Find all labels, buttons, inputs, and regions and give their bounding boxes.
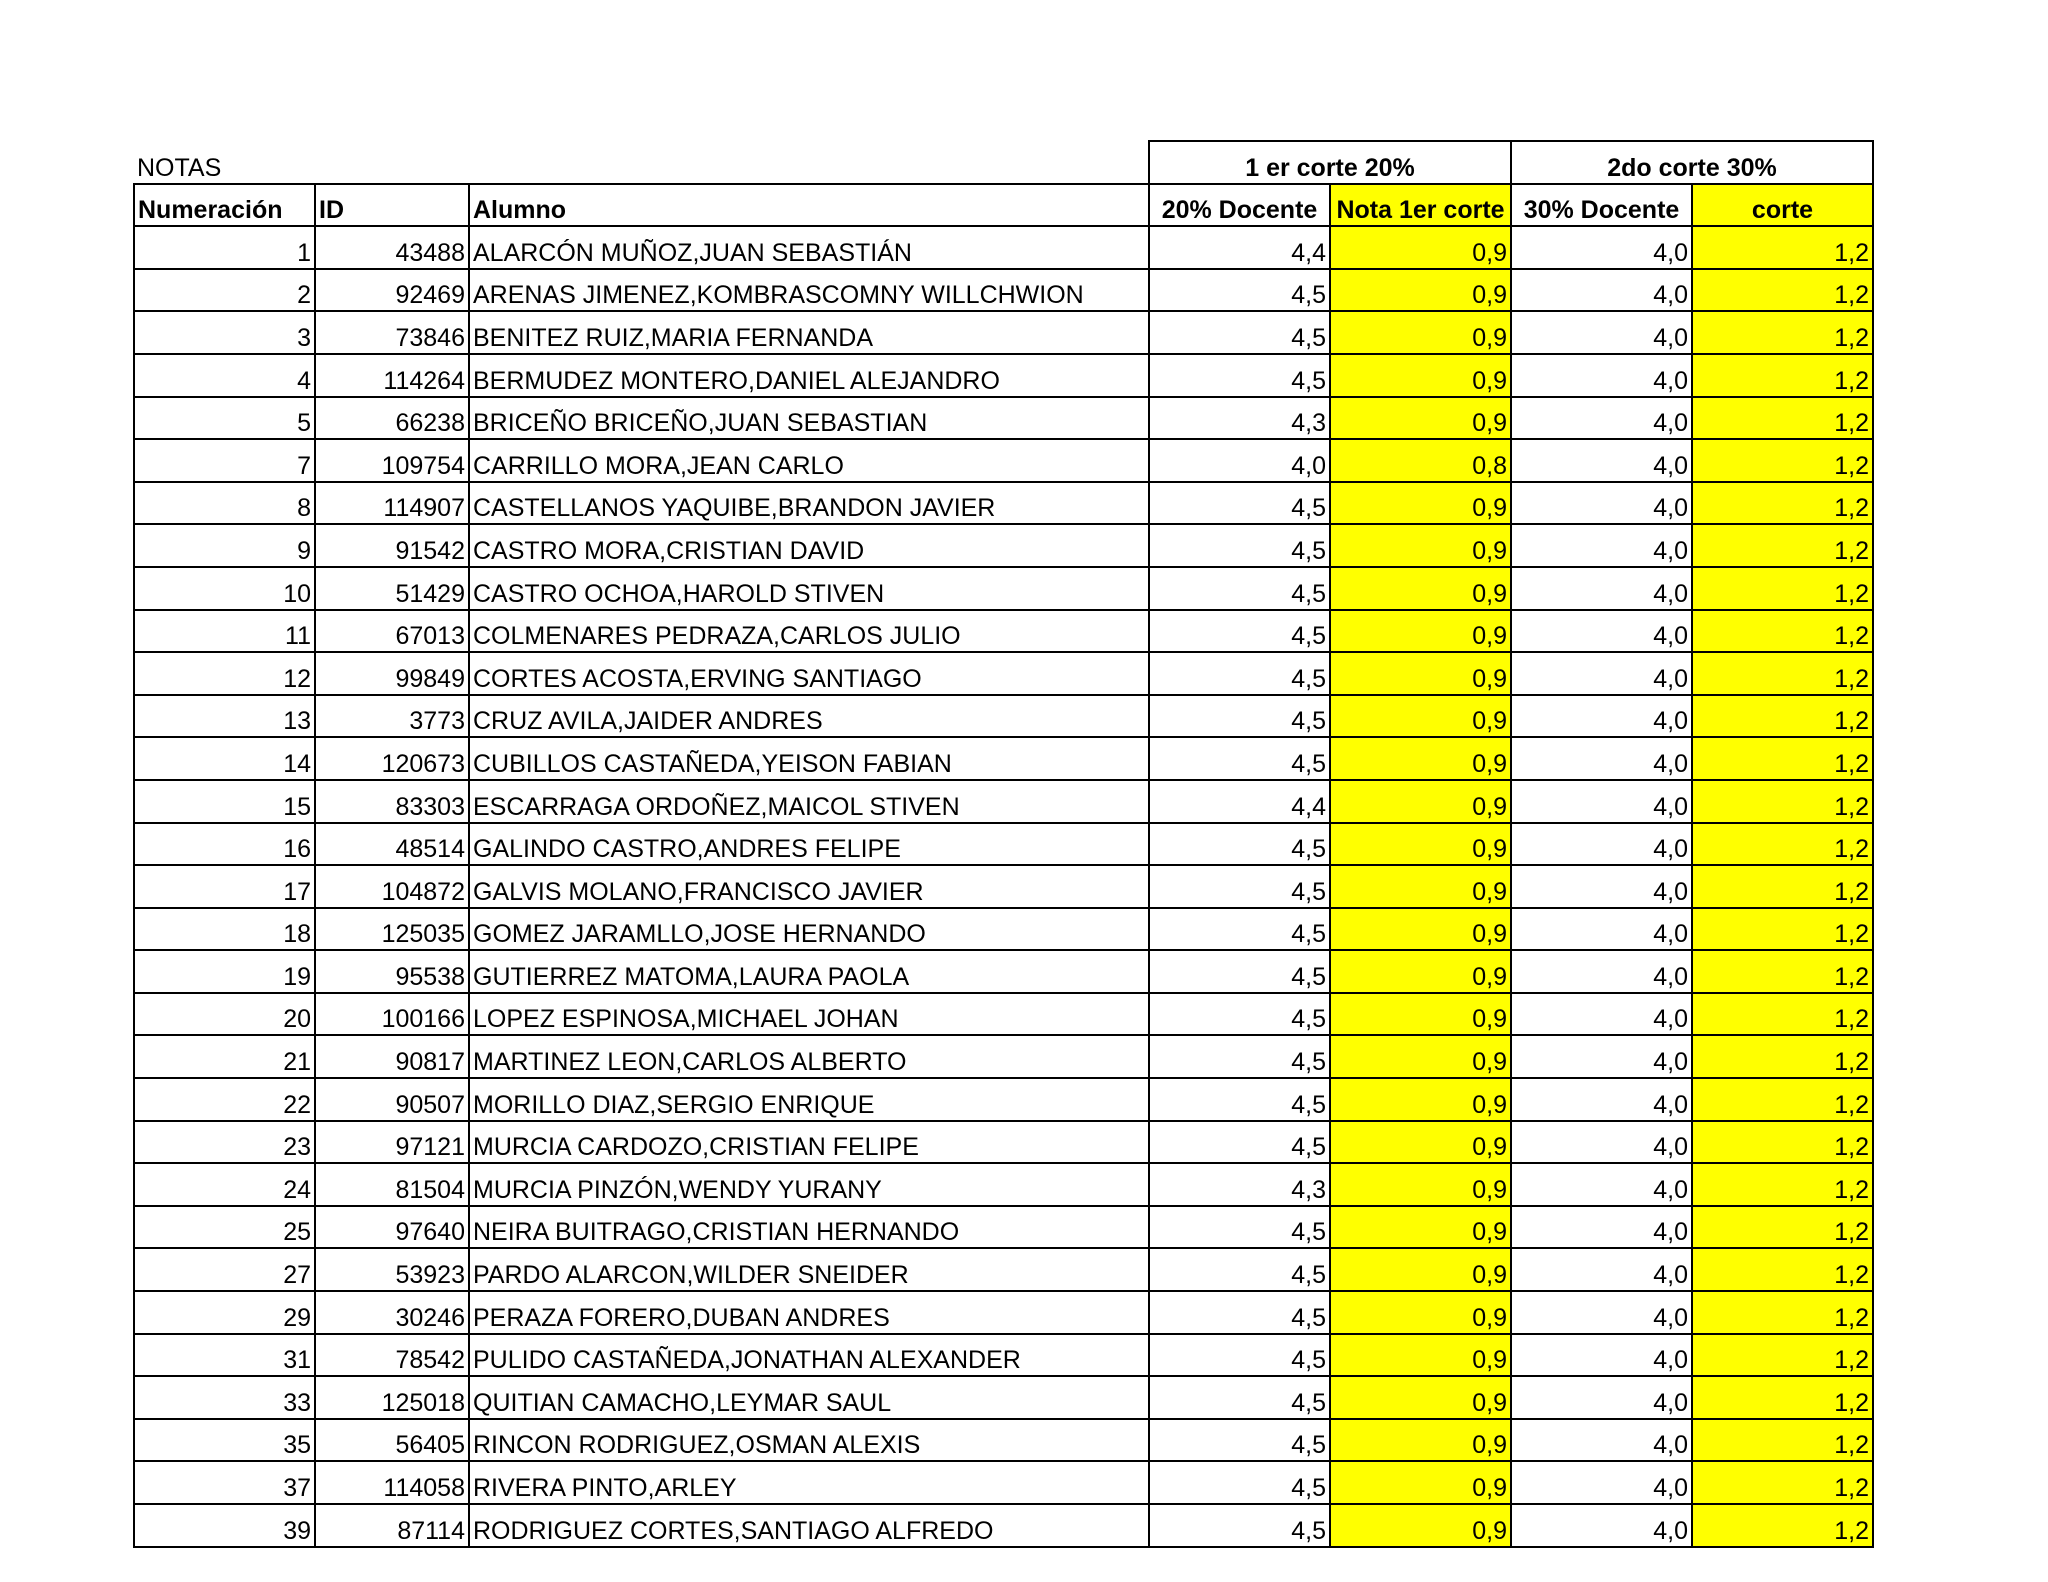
cell-nota-1er-corte: 0,9	[1330, 823, 1511, 866]
cell-alumno: MURCIA CARDOZO,CRISTIAN FELIPE	[469, 1121, 1149, 1164]
cell-nota-1er-corte: 0,9	[1330, 354, 1511, 397]
cell-numeracion: 37	[134, 1461, 315, 1504]
cell-nota-1er-corte: 0,9	[1330, 1206, 1511, 1249]
cell-docente-30: 4,0	[1511, 908, 1692, 951]
cell-corte: 1,2	[1692, 567, 1873, 610]
cell-numeracion: 21	[134, 1035, 315, 1078]
cell-id: 90507	[315, 1078, 469, 1121]
cell-corte: 1,2	[1692, 397, 1873, 440]
cell-alumno: CASTRO OCHOA,HAROLD STIVEN	[469, 567, 1149, 610]
table-row	[134, 439, 1873, 482]
cell-docente-30: 4,0	[1511, 1163, 1692, 1206]
cell-docente-20: 4,5	[1149, 950, 1330, 993]
cell-corte: 1,2	[1692, 950, 1873, 993]
cell-docente-30: 4,0	[1511, 1376, 1692, 1419]
cell-corte: 1,2	[1692, 652, 1873, 695]
table-row	[134, 1163, 1873, 1206]
cell-docente-20: 4,3	[1149, 1163, 1330, 1206]
cell-corte: 1,2	[1692, 1376, 1873, 1419]
table-row	[134, 1504, 1873, 1547]
table-row	[134, 737, 1873, 780]
table-row	[134, 823, 1873, 866]
cell-nota-1er-corte: 0,9	[1330, 1504, 1511, 1547]
cell-alumno: BERMUDEZ MONTERO,DANIEL ALEJANDRO	[469, 354, 1149, 397]
cell-id: 83303	[315, 780, 469, 823]
cell-numeracion: 19	[134, 950, 315, 993]
cell-alumno: MORILLO DIAZ,SERGIO ENRIQUE	[469, 1078, 1149, 1121]
cell-numeracion: 33	[134, 1376, 315, 1419]
cell-corte: 1,2	[1692, 311, 1873, 354]
cell-id: 53923	[315, 1248, 469, 1291]
cell-corte: 1,2	[1692, 1035, 1873, 1078]
cell-corte: 1,2	[1692, 1504, 1873, 1547]
cell-docente-30: 4,0	[1511, 1078, 1692, 1121]
cell-nota-1er-corte: 0,9	[1330, 1078, 1511, 1121]
table-row	[134, 1376, 1873, 1419]
cell-corte: 1,2	[1692, 908, 1873, 951]
table-row	[134, 865, 1873, 908]
cell-docente-30: 4,0	[1511, 865, 1692, 908]
cell-docente-30: 4,0	[1511, 1121, 1692, 1164]
cell-alumno: PULIDO CASTAÑEDA,JONATHAN ALEXANDER	[469, 1334, 1149, 1377]
cell-numeracion: 14	[134, 737, 315, 780]
cell-alumno: LOPEZ ESPINOSA,MICHAEL JOHAN	[469, 993, 1149, 1036]
cell-alumno: COLMENARES PEDRAZA,CARLOS JULIO	[469, 610, 1149, 653]
cell-corte: 1,2	[1692, 737, 1873, 780]
table-row	[134, 1419, 1873, 1462]
cell-alumno: QUITIAN CAMACHO,LEYMAR SAUL	[469, 1376, 1149, 1419]
group-second-corte: 2do corte 30%	[1511, 141, 1873, 184]
cell-nota-1er-corte: 0,9	[1330, 950, 1511, 993]
cell-docente-30: 4,0	[1511, 695, 1692, 738]
cell-docente-30: 4,0	[1511, 1504, 1692, 1547]
cell-docente-20: 4,5	[1149, 993, 1330, 1036]
cell-id: 109754	[315, 439, 469, 482]
cell-alumno: GOMEZ JARAMLLO,JOSE HERNANDO	[469, 908, 1149, 951]
cell-docente-20: 4,5	[1149, 823, 1330, 866]
cell-nota-1er-corte: 0,9	[1330, 610, 1511, 653]
table-row	[134, 993, 1873, 1036]
header-numeracion: Numeración	[134, 184, 315, 227]
cell-id: 92469	[315, 269, 469, 312]
table-row	[134, 1035, 1873, 1078]
header-docente-20: 20% Docente	[1149, 184, 1330, 227]
cell-corte: 1,2	[1692, 226, 1873, 269]
cell-corte: 1,2	[1692, 1206, 1873, 1249]
table-row	[134, 1461, 1873, 1504]
cell-nota-1er-corte: 0,9	[1330, 397, 1511, 440]
cell-docente-20: 4,5	[1149, 1376, 1330, 1419]
cell-alumno: CORTES ACOSTA,ERVING SANTIAGO	[469, 652, 1149, 695]
cell-id: 48514	[315, 823, 469, 866]
cell-nota-1er-corte: 0,9	[1330, 567, 1511, 610]
group-header-row	[134, 141, 1873, 184]
cell-numeracion: 22	[134, 1078, 315, 1121]
cell-id: 3773	[315, 695, 469, 738]
cell-id: 73846	[315, 311, 469, 354]
cell-docente-20: 4,5	[1149, 610, 1330, 653]
sheet-title: NOTAS	[134, 141, 1149, 184]
cell-corte: 1,2	[1692, 439, 1873, 482]
cell-id: 95538	[315, 950, 469, 993]
cell-numeracion: 1	[134, 226, 315, 269]
cell-docente-30: 4,0	[1511, 524, 1692, 567]
cell-alumno: BENITEZ RUIZ,MARIA FERNANDA	[469, 311, 1149, 354]
cell-corte: 1,2	[1692, 780, 1873, 823]
cell-docente-20: 4,5	[1149, 908, 1330, 951]
cell-numeracion: 12	[134, 652, 315, 695]
cell-docente-30: 4,0	[1511, 1291, 1692, 1334]
table-row	[134, 269, 1873, 312]
cell-docente-20: 4,5	[1149, 1121, 1330, 1164]
cell-alumno: CARRILLO MORA,JEAN CARLO	[469, 439, 1149, 482]
cell-id: 125018	[315, 1376, 469, 1419]
table-row	[134, 950, 1873, 993]
cell-nota-1er-corte: 0,9	[1330, 1291, 1511, 1334]
table-row	[134, 311, 1873, 354]
cell-docente-20: 4,3	[1149, 397, 1330, 440]
cell-id: 114058	[315, 1461, 469, 1504]
cell-alumno: NEIRA BUITRAGO,CRISTIAN HERNANDO	[469, 1206, 1149, 1249]
table-row	[134, 354, 1873, 397]
cell-alumno: CASTRO MORA,CRISTIAN DAVID	[469, 524, 1149, 567]
cell-alumno: PERAZA FORERO,DUBAN ANDRES	[469, 1291, 1149, 1334]
cell-alumno: ALARCÓN MUÑOZ,JUAN SEBASTIÁN	[469, 226, 1149, 269]
cell-nota-1er-corte: 0,9	[1330, 1035, 1511, 1078]
cell-id: 100166	[315, 993, 469, 1036]
column-header-row	[134, 184, 1873, 227]
cell-numeracion: 10	[134, 567, 315, 610]
cell-numeracion: 9	[134, 524, 315, 567]
cell-numeracion: 27	[134, 1248, 315, 1291]
cell-alumno: ESCARRAGA ORDOÑEZ,MAICOL STIVEN	[469, 780, 1149, 823]
cell-docente-30: 4,0	[1511, 1035, 1692, 1078]
cell-numeracion: 5	[134, 397, 315, 440]
cell-id: 114264	[315, 354, 469, 397]
cell-docente-20: 4,5	[1149, 1206, 1330, 1249]
cell-nota-1er-corte: 0,9	[1330, 1334, 1511, 1377]
table-row	[134, 652, 1873, 695]
cell-docente-30: 4,0	[1511, 226, 1692, 269]
cell-docente-20: 4,5	[1149, 1248, 1330, 1291]
table-row	[134, 397, 1873, 440]
cell-docente-30: 4,0	[1511, 1419, 1692, 1462]
group-first-corte: 1 er corte 20%	[1149, 141, 1511, 184]
cell-docente-30: 4,0	[1511, 652, 1692, 695]
cell-numeracion: 18	[134, 908, 315, 951]
cell-docente-20: 4,5	[1149, 524, 1330, 567]
cell-id: 114907	[315, 482, 469, 525]
cell-docente-30: 4,0	[1511, 993, 1692, 1036]
cell-id: 67013	[315, 610, 469, 653]
header-id: ID	[315, 184, 469, 227]
cell-corte: 1,2	[1692, 1334, 1873, 1377]
cell-docente-30: 4,0	[1511, 482, 1692, 525]
cell-docente-20: 4,4	[1149, 226, 1330, 269]
cell-docente-30: 4,0	[1511, 567, 1692, 610]
table-row	[134, 482, 1873, 525]
table-row	[134, 695, 1873, 738]
cell-nota-1er-corte: 0,9	[1330, 226, 1511, 269]
table-row	[134, 567, 1873, 610]
table-row	[134, 1078, 1873, 1121]
cell-docente-20: 4,5	[1149, 1078, 1330, 1121]
cell-corte: 1,2	[1692, 482, 1873, 525]
cell-nota-1er-corte: 0,8	[1330, 439, 1511, 482]
cell-id: 51429	[315, 567, 469, 610]
cell-corte: 1,2	[1692, 524, 1873, 567]
cell-id: 30246	[315, 1291, 469, 1334]
cell-numeracion: 7	[134, 439, 315, 482]
table-row	[134, 780, 1873, 823]
table-row	[134, 226, 1873, 269]
cell-nota-1er-corte: 0,9	[1330, 311, 1511, 354]
cell-docente-20: 4,5	[1149, 354, 1330, 397]
table-row	[134, 908, 1873, 951]
cell-alumno: ARENAS JIMENEZ,KOMBRASCOMNY WILLCHWION	[469, 269, 1149, 312]
cell-id: 104872	[315, 865, 469, 908]
cell-docente-30: 4,0	[1511, 823, 1692, 866]
cell-docente-30: 4,0	[1511, 354, 1692, 397]
cell-numeracion: 39	[134, 1504, 315, 1547]
cell-nota-1er-corte: 0,9	[1330, 652, 1511, 695]
header-docente-30: 30% Docente	[1511, 184, 1692, 227]
cell-docente-20: 4,5	[1149, 865, 1330, 908]
cell-nota-1er-corte: 0,9	[1330, 524, 1511, 567]
cell-nota-1er-corte: 0,9	[1330, 865, 1511, 908]
cell-docente-20: 4,5	[1149, 1035, 1330, 1078]
cell-corte: 1,2	[1692, 823, 1873, 866]
cell-docente-30: 4,0	[1511, 311, 1692, 354]
cell-docente-30: 4,0	[1511, 1334, 1692, 1377]
cell-corte: 1,2	[1692, 695, 1873, 738]
cell-alumno: RIVERA PINTO,ARLEY	[469, 1461, 1149, 1504]
cell-nota-1er-corte: 0,9	[1330, 1419, 1511, 1462]
table-row	[134, 1206, 1873, 1249]
cell-docente-30: 4,0	[1511, 1206, 1692, 1249]
cell-docente-30: 4,0	[1511, 1248, 1692, 1291]
cell-nota-1er-corte: 0,9	[1330, 1121, 1511, 1164]
cell-docente-30: 4,0	[1511, 950, 1692, 993]
cell-numeracion: 4	[134, 354, 315, 397]
cell-id: 43488	[315, 226, 469, 269]
cell-numeracion: 16	[134, 823, 315, 866]
cell-numeracion: 25	[134, 1206, 315, 1249]
header-nota-1er-corte: Nota 1er corte	[1330, 184, 1511, 227]
header-alumno: Alumno	[469, 184, 1149, 227]
cell-nota-1er-corte: 0,9	[1330, 482, 1511, 525]
cell-numeracion: 29	[134, 1291, 315, 1334]
cell-numeracion: 31	[134, 1334, 315, 1377]
cell-alumno: RODRIGUEZ CORTES,SANTIAGO ALFREDO	[469, 1504, 1149, 1547]
table-row	[134, 1121, 1873, 1164]
header-corte: corte	[1692, 184, 1873, 227]
cell-id: 81504	[315, 1163, 469, 1206]
cell-docente-30: 4,0	[1511, 737, 1692, 780]
cell-id: 91542	[315, 524, 469, 567]
table-row	[134, 524, 1873, 567]
cell-alumno: GALINDO CASTRO,ANDRES FELIPE	[469, 823, 1149, 866]
cell-corte: 1,2	[1692, 354, 1873, 397]
cell-alumno: RINCON RODRIGUEZ,OSMAN ALEXIS	[469, 1419, 1149, 1462]
cell-alumno: GALVIS MOLANO,FRANCISCO JAVIER	[469, 865, 1149, 908]
cell-docente-30: 4,0	[1511, 610, 1692, 653]
cell-docente-30: 4,0	[1511, 269, 1692, 312]
cell-docente-30: 4,0	[1511, 1461, 1692, 1504]
cell-corte: 1,2	[1692, 269, 1873, 312]
cell-numeracion: 2	[134, 269, 315, 312]
cell-id: 56405	[315, 1419, 469, 1462]
cell-corte: 1,2	[1692, 1163, 1873, 1206]
cell-docente-20: 4,5	[1149, 482, 1330, 525]
cell-alumno: MARTINEZ LEON,CARLOS ALBERTO	[469, 1035, 1149, 1078]
cell-docente-20: 4,5	[1149, 695, 1330, 738]
cell-corte: 1,2	[1692, 610, 1873, 653]
cell-nota-1er-corte: 0,9	[1330, 737, 1511, 780]
cell-numeracion: 20	[134, 993, 315, 1036]
cell-corte: 1,2	[1692, 1078, 1873, 1121]
cell-docente-20: 4,5	[1149, 737, 1330, 780]
cell-nota-1er-corte: 0,9	[1330, 1376, 1511, 1419]
cell-id: 125035	[315, 908, 469, 951]
cell-alumno: BRICEÑO BRICEÑO,JUAN SEBASTIAN	[469, 397, 1149, 440]
cell-nota-1er-corte: 0,9	[1330, 695, 1511, 738]
cell-corte: 1,2	[1692, 1291, 1873, 1334]
cell-alumno: CASTELLANOS YAQUIBE,BRANDON JAVIER	[469, 482, 1149, 525]
cell-id: 97640	[315, 1206, 469, 1249]
cell-alumno: GUTIERREZ MATOMA,LAURA PAOLA	[469, 950, 1149, 993]
cell-id: 90817	[315, 1035, 469, 1078]
cell-alumno: CUBILLOS CASTAÑEDA,YEISON FABIAN	[469, 737, 1149, 780]
cell-docente-20: 4,0	[1149, 439, 1330, 482]
cell-corte: 1,2	[1692, 1461, 1873, 1504]
cell-alumno: CRUZ AVILA,JAIDER ANDRES	[469, 695, 1149, 738]
cell-alumno: PARDO ALARCON,WILDER SNEIDER	[469, 1248, 1149, 1291]
cell-numeracion: 15	[134, 780, 315, 823]
cell-docente-20: 4,5	[1149, 1291, 1330, 1334]
cell-corte: 1,2	[1692, 1248, 1873, 1291]
cell-docente-30: 4,0	[1511, 780, 1692, 823]
cell-nota-1er-corte: 0,9	[1330, 993, 1511, 1036]
cell-id: 97121	[315, 1121, 469, 1164]
cell-docente-20: 4,4	[1149, 780, 1330, 823]
cell-docente-20: 4,5	[1149, 311, 1330, 354]
cell-nota-1er-corte: 0,9	[1330, 1163, 1511, 1206]
cell-nota-1er-corte: 0,9	[1330, 908, 1511, 951]
cell-numeracion: 35	[134, 1419, 315, 1462]
cell-numeracion: 23	[134, 1121, 315, 1164]
cell-nota-1er-corte: 0,9	[1330, 780, 1511, 823]
cell-docente-20: 4,5	[1149, 1504, 1330, 1547]
cell-docente-20: 4,5	[1149, 1334, 1330, 1377]
table-row	[134, 1334, 1873, 1377]
cell-numeracion: 3	[134, 311, 315, 354]
cell-docente-20: 4,5	[1149, 567, 1330, 610]
cell-nota-1er-corte: 0,9	[1330, 1248, 1511, 1291]
cell-id: 87114	[315, 1504, 469, 1547]
cell-docente-20: 4,5	[1149, 1419, 1330, 1462]
cell-nota-1er-corte: 0,9	[1330, 269, 1511, 312]
cell-numeracion: 17	[134, 865, 315, 908]
table-row	[134, 1248, 1873, 1291]
cell-corte: 1,2	[1692, 865, 1873, 908]
cell-docente-20: 4,5	[1149, 652, 1330, 695]
cell-docente-20: 4,5	[1149, 269, 1330, 312]
cell-docente-20: 4,5	[1149, 1461, 1330, 1504]
cell-numeracion: 13	[134, 695, 315, 738]
cell-alumno: MURCIA PINZÓN,WENDY YURANY	[469, 1163, 1149, 1206]
cell-id: 99849	[315, 652, 469, 695]
cell-corte: 1,2	[1692, 1121, 1873, 1164]
cell-id: 120673	[315, 737, 469, 780]
cell-id: 78542	[315, 1334, 469, 1377]
cell-id: 66238	[315, 397, 469, 440]
cell-nota-1er-corte: 0,9	[1330, 1461, 1511, 1504]
cell-corte: 1,2	[1692, 993, 1873, 1036]
table-row	[134, 610, 1873, 653]
cell-numeracion: 11	[134, 610, 315, 653]
cell-numeracion: 8	[134, 482, 315, 525]
cell-docente-30: 4,0	[1511, 397, 1692, 440]
cell-numeracion: 24	[134, 1163, 315, 1206]
cell-docente-30: 4,0	[1511, 439, 1692, 482]
cell-corte: 1,2	[1692, 1419, 1873, 1462]
grades-table	[133, 140, 1874, 1548]
table-row	[134, 1291, 1873, 1334]
